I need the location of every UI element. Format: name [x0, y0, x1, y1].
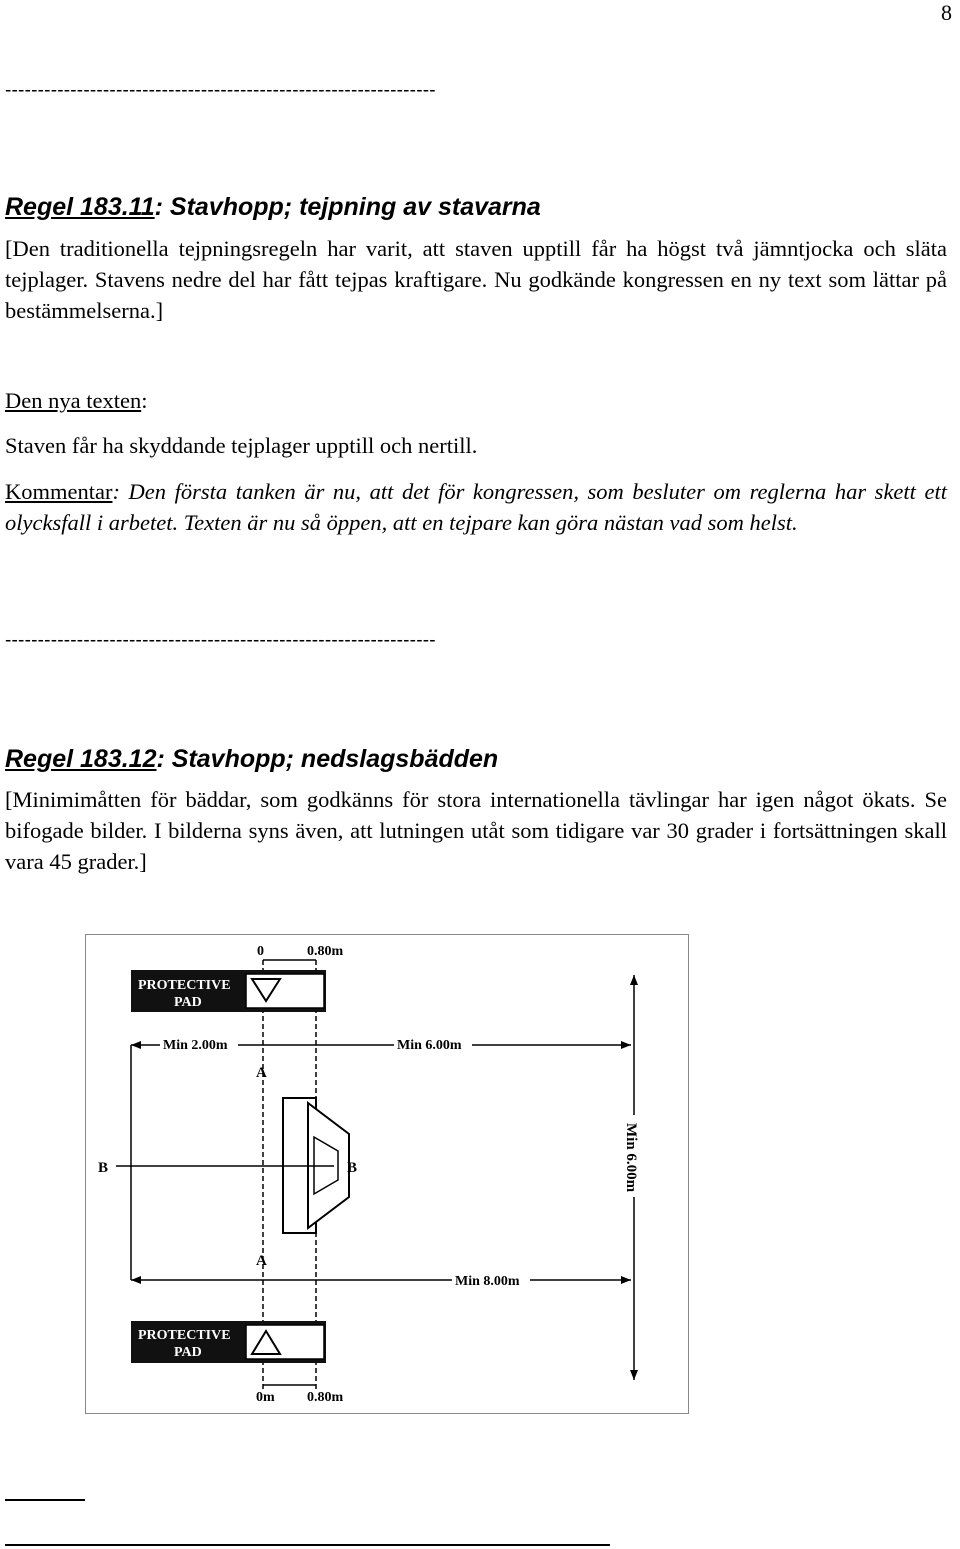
- comment-label: Kommentar: [5, 479, 113, 504]
- landing-area-svg: [86, 935, 688, 1413]
- pad-top-line1: PROTECTIVE: [138, 978, 231, 993]
- bottom-080-label: 0.80m: [307, 1390, 344, 1405]
- new-text-label: Den nya texten: [5, 388, 142, 413]
- b-left-label: B: [98, 1160, 109, 1176]
- new-text-label-line: [5, 385, 947, 416]
- page-number: 8: [941, 0, 952, 25]
- rule-183-12-title: : Stavhopp; nedslagsbädden: [156, 745, 499, 773]
- rule-183-11-title: : Stavhopp; tejpning av stavarna: [154, 193, 541, 221]
- arrow-bottom-right: [630, 1370, 638, 1380]
- rule-183-11-heading: [5, 193, 541, 222]
- rule-183-12-heading: [5, 745, 498, 774]
- a-top-label: A: [256, 1065, 267, 1081]
- bottom-0m-label: 0m: [256, 1390, 275, 1405]
- min-600-label: Min 6.00m: [397, 1038, 462, 1053]
- arrow-left-bottom: [131, 1276, 141, 1284]
- min-600-vertical-label: Min 6.00m: [623, 1123, 639, 1193]
- rule-183-12-number: Regel 183.12: [5, 745, 157, 773]
- arrow-right-bottom: [621, 1276, 631, 1284]
- rule-183-11-intro: [Den traditionella tejpningsregeln har varit, att staven upptill får ha högst två jämntjocka och släta tejplager. Stavens nedre del har fått tejpas kraftigare. Nu godkände kongressen en ny text som lättar på bestämmelserna.]: [5, 236, 947, 323]
- pad-top-line2: PAD: [174, 995, 202, 1010]
- new-text-colon: :: [141, 388, 148, 413]
- comment-paragraph: [5, 476, 947, 538]
- arrow-right-top: [621, 1041, 631, 1049]
- arrow-top-right: [630, 975, 638, 985]
- landing-area-diagram: [85, 934, 689, 1414]
- footnote-short-rule: [5, 1499, 85, 1501]
- rule-183-11-number: Regel 183.11: [5, 193, 155, 221]
- new-text-body: Staven får ha skyddande tejplager upptill och nertill.: [5, 433, 478, 458]
- top-080-label: 0.80m: [307, 944, 344, 959]
- pad-bottom-line1: PROTECTIVE: [138, 1328, 231, 1343]
- top-zero-label: 0: [257, 944, 264, 959]
- comment-text: : Den första tanken är nu, att det för kongressen, som besluter om reglerna har skett ett olycksfall i arbetet. Texten är nu så öppen, att en tejpare kan göra nästan vad som helst.: [5, 479, 947, 535]
- arrow-left-top: [131, 1041, 141, 1049]
- separator-dashes-middle: ------------------------------------------------------------------: [5, 630, 436, 651]
- min-200-label: Min 2.00m: [163, 1038, 228, 1053]
- a-bottom-label: A: [256, 1253, 267, 1269]
- rule-183-12-intro: [Minimimåtten för bäddar, som godkänns för stora internationella tävlingar har igen något ökats. Se bifogade bilder. I bilderna syns även, att lutningen utåt som tidigare var 30 grader i fortsättningen skall vara 45 grader.]: [5, 787, 947, 874]
- footnote-long-rule: [5, 1544, 610, 1546]
- pad-bottom-line2: PAD: [174, 1345, 202, 1360]
- b-right-label: B: [347, 1160, 358, 1176]
- min-800-label: Min 8.00m: [455, 1274, 520, 1289]
- separator-dashes-top: ------------------------------------------------------------------: [5, 80, 436, 101]
